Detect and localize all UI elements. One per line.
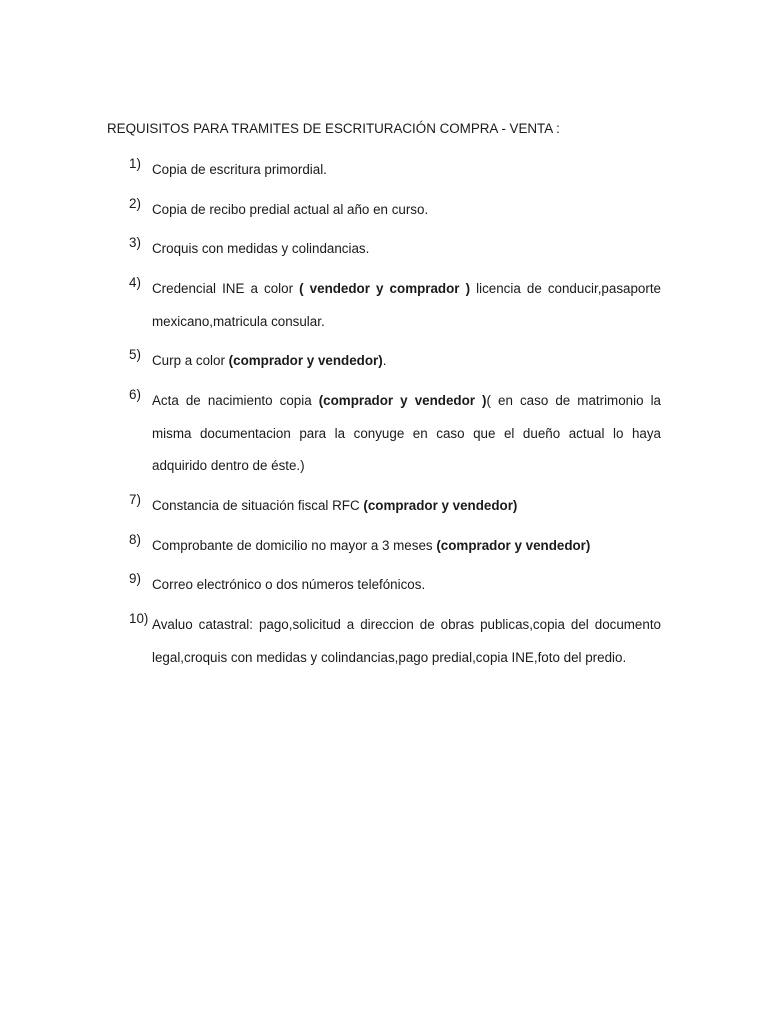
requirement-number: 1) xyxy=(129,156,141,171)
requirement-text-plain: Acta de nacimiento copia xyxy=(152,392,319,408)
requirement-text xyxy=(152,609,661,675)
requirement-text-plain: Curp a color xyxy=(152,353,229,369)
requirement-text-plain: Correo electrónico o dos números telefónicos. xyxy=(152,577,426,593)
requirement-text xyxy=(152,385,661,483)
requirement-text-plain: Avaluo catastral: pago,solicitud a direccion de obras publicas,copia del documento legal,croquis con medidas y colindancias,pago predial,copia INE,foto del predio. xyxy=(152,616,661,665)
requirement-text-after: . xyxy=(382,353,387,369)
requirement-text-bold: (comprador y vendedor ) xyxy=(318,392,487,408)
requirement-text-plain: Constancia de situación fiscal RFC xyxy=(152,497,364,513)
requirement-text xyxy=(152,345,661,378)
requirement-number: 10) xyxy=(129,610,149,626)
requirement-number: 9) xyxy=(129,571,141,587)
requirement-text xyxy=(152,530,661,563)
requirement-item xyxy=(0,233,768,266)
requirement-text xyxy=(152,154,661,187)
requirement-text-plain: Copia de recibo predial actual al año en curso. xyxy=(152,201,429,217)
requirement-text-bold: (comprador y vendedor) xyxy=(363,497,518,513)
requirement-text-plain: Copia de escritura primordial. xyxy=(152,162,327,177)
requirement-text xyxy=(152,569,661,602)
requirement-text-after: ( en caso de matrimonio la misma documentacion para la conyuge en caso que el dueño actual lo haya adquirido dentro de éste.) xyxy=(152,392,661,474)
requirements-list xyxy=(0,156,768,688)
requirement-item xyxy=(0,273,768,339)
requirement-number: 3) xyxy=(129,235,141,251)
requirement-item xyxy=(0,609,768,675)
requirement-text-bold: (comprador y vendedor) xyxy=(228,353,383,369)
requirement-item xyxy=(0,154,768,187)
requirement-item xyxy=(0,569,768,602)
requirement-text xyxy=(152,194,661,227)
document-heading: REQUISITOS PARA TRAMITES DE ESCRITURACIÓN COMPRA - VENTA : xyxy=(107,121,560,136)
requirement-number: 8) xyxy=(129,531,141,547)
requirement-number: 6) xyxy=(129,386,141,402)
requirement-text xyxy=(152,233,661,266)
requirement-number: 2) xyxy=(129,195,141,211)
requirement-item xyxy=(0,530,768,563)
requirement-text-bold: (comprador y vendedor) xyxy=(436,537,591,553)
requirement-text xyxy=(152,490,661,523)
requirement-text xyxy=(152,273,661,339)
requirement-item xyxy=(0,385,768,483)
requirement-item xyxy=(0,490,768,523)
requirement-item xyxy=(0,345,768,378)
requirement-number: 5) xyxy=(129,347,141,363)
requirement-item xyxy=(0,194,768,227)
requirement-text-after: licencia de conducir,pasaporte mexicano,matricula consular. xyxy=(152,280,661,329)
requirement-text-plain: Credencial INE a color xyxy=(152,280,300,296)
requirement-text-plain: Comprobante de domicilio no mayor a 3 meses xyxy=(152,537,437,553)
requirement-number: 7) xyxy=(129,491,141,507)
requirement-text-plain: Croquis con medidas y colindancias. xyxy=(152,241,370,257)
requirement-number: 4) xyxy=(129,274,141,290)
requirement-text-bold: ( vendedor y comprador ) xyxy=(299,280,471,296)
